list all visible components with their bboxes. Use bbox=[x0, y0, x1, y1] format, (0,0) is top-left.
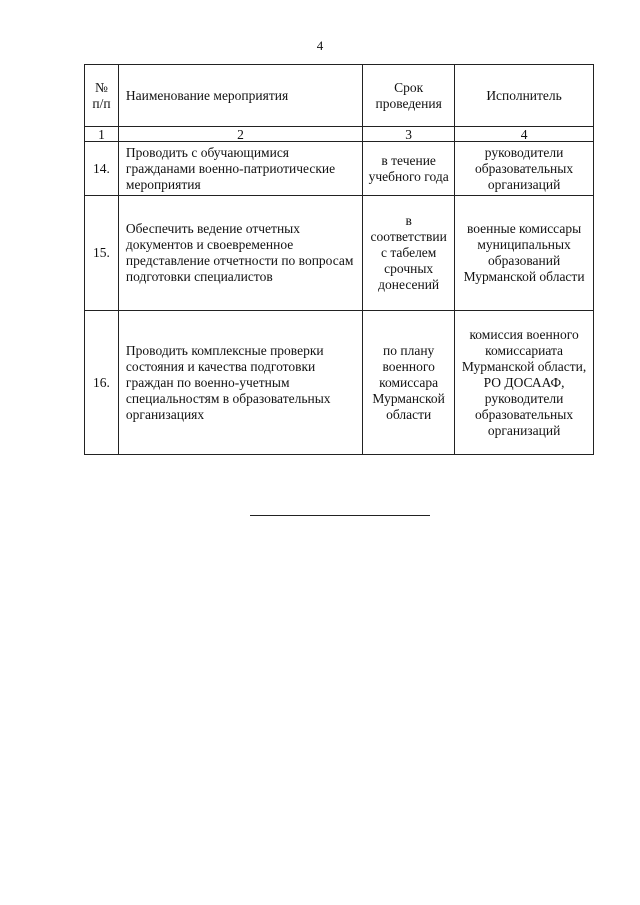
column-number: 4 bbox=[455, 127, 594, 142]
header-name: Наименование мероприятия bbox=[118, 65, 362, 127]
event-executor: руководители образовательных организаций bbox=[455, 142, 594, 196]
header-term: Срок проведения bbox=[363, 65, 455, 127]
event-executor: военные комиссары муниципальных образований Мурманской области bbox=[455, 196, 594, 311]
table-header-row bbox=[85, 65, 594, 127]
header-num: № п/п bbox=[85, 65, 119, 127]
event-term: по плану военного комиссара Мурманской области bbox=[363, 311, 455, 455]
closing-rule bbox=[250, 515, 430, 516]
event-term: в течение учебного года bbox=[363, 142, 455, 196]
column-number: 1 bbox=[85, 127, 119, 142]
row-number: 14. bbox=[85, 142, 119, 196]
event-name: Проводить с обучающимися гражданами военно-патриотические мероприятия bbox=[118, 142, 362, 196]
page-number: 4 bbox=[316, 38, 324, 53]
column-number-row bbox=[85, 127, 594, 142]
event-name: Проводить комплексные проверки состояния и качества подготовки граждан по военно-учетным специальностям в образовательных организациях bbox=[118, 311, 362, 455]
event-term: в соответствии с табелем срочных донесений bbox=[363, 196, 455, 311]
row-number: 15. bbox=[85, 196, 119, 311]
table-row bbox=[85, 196, 594, 311]
header-executor: Исполнитель bbox=[455, 65, 594, 127]
column-number: 3 bbox=[363, 127, 455, 142]
table-row bbox=[85, 142, 594, 196]
column-number: 2 bbox=[118, 127, 362, 142]
row-number: 16. bbox=[85, 311, 119, 455]
table-row bbox=[85, 311, 594, 455]
event-name: Обеспечить ведение отчетных документов и своевременное представление отчетности по вопросам подготовки специалистов bbox=[118, 196, 362, 311]
events-table bbox=[84, 64, 594, 455]
event-executor: комиссия военного комиссариата Мурманской области, РО ДОСААФ, руководители образовательных организаций bbox=[455, 311, 594, 455]
